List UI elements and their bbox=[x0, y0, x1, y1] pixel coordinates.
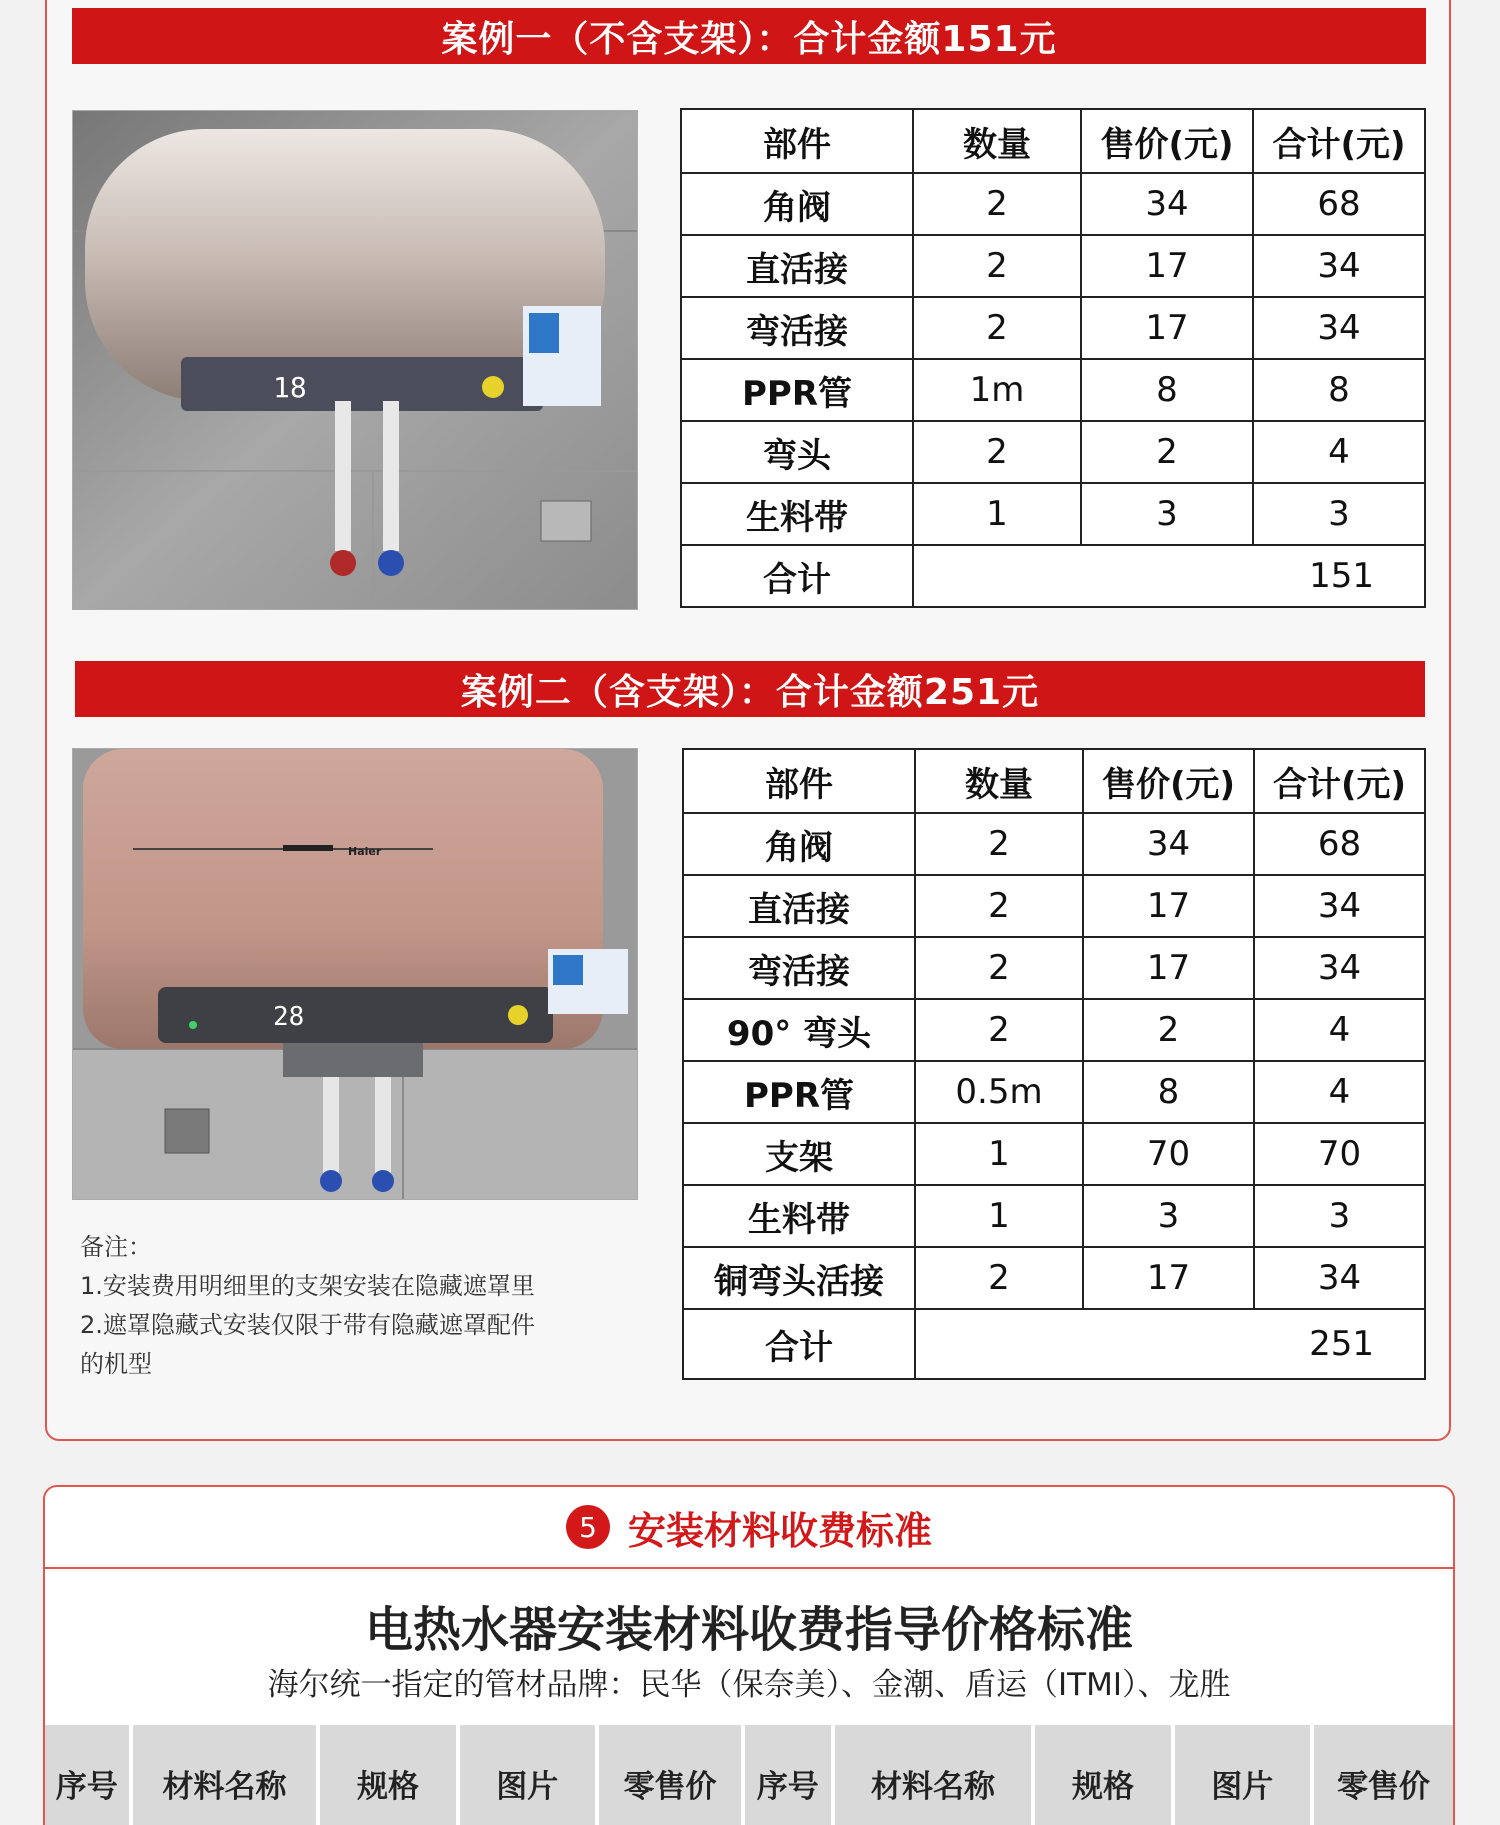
total-row bbox=[681, 545, 1425, 607]
part-price: 3 bbox=[1083, 1185, 1254, 1247]
header-part: 部件 bbox=[681, 109, 913, 173]
part-price: 70 bbox=[1083, 1123, 1254, 1185]
part-subtotal: 34 bbox=[1254, 937, 1425, 999]
total-value: 151 bbox=[913, 545, 1425, 607]
part-name: 支架 bbox=[683, 1123, 915, 1185]
part-subtotal: 8 bbox=[1253, 359, 1425, 421]
table-row bbox=[681, 235, 1425, 297]
part-subtotal: 34 bbox=[1253, 235, 1425, 297]
part-price: 17 bbox=[1081, 297, 1253, 359]
case2-water-heater-photo bbox=[72, 748, 638, 1200]
part-subtotal: 4 bbox=[1254, 999, 1425, 1061]
table-row bbox=[683, 1185, 1425, 1247]
header-qty: 数量 bbox=[915, 749, 1083, 813]
part-subtotal: 34 bbox=[1254, 875, 1425, 937]
part-price: 17 bbox=[1081, 235, 1253, 297]
part-subtotal: 70 bbox=[1254, 1123, 1425, 1185]
col-material-name: 材料名称 bbox=[133, 1725, 317, 1825]
table-row bbox=[683, 1247, 1425, 1309]
col-index: 序号 bbox=[45, 1725, 129, 1825]
table-row bbox=[681, 483, 1425, 545]
part-name: 弯活接 bbox=[683, 937, 915, 999]
col-retail-price: 零售价 bbox=[599, 1725, 741, 1825]
part-name: 直活接 bbox=[683, 875, 915, 937]
remarks bbox=[80, 1228, 640, 1384]
part-name: PPR管 bbox=[683, 1061, 915, 1123]
remarks-line: 1.安装费用明细里的支架安装在隐藏遮罩里 bbox=[80, 1272, 535, 1300]
col-material-name: 材料名称 bbox=[835, 1725, 1032, 1825]
section-number-badge: 5 bbox=[566, 1505, 610, 1549]
part-name: 铜弯头活接 bbox=[683, 1247, 915, 1309]
part-price: 8 bbox=[1081, 359, 1253, 421]
part-qty: 1 bbox=[915, 1123, 1083, 1185]
part-price: 8 bbox=[1083, 1061, 1254, 1123]
part-name: 生料带 bbox=[683, 1185, 915, 1247]
table-row bbox=[683, 999, 1425, 1061]
table-row bbox=[683, 937, 1425, 999]
part-name: PPR管 bbox=[681, 359, 913, 421]
header-qty: 数量 bbox=[913, 109, 1081, 173]
part-name: 角阀 bbox=[683, 813, 915, 875]
part-qty: 2 bbox=[915, 1247, 1083, 1309]
pipe-brands-subtitle: 海尔统一指定的管材品牌：民华（保奈美）、金潮、盾运（ITMI）、龙胜 bbox=[267, 1667, 1231, 1703]
col-picture: 图片 bbox=[1175, 1725, 1310, 1825]
table-row bbox=[681, 421, 1425, 483]
part-price: 2 bbox=[1081, 421, 1253, 483]
water-heater-illustration bbox=[73, 749, 638, 1200]
case1-parts-table bbox=[680, 108, 1426, 608]
heater1-display-text: 18 bbox=[273, 371, 307, 404]
heater2-display-text: 28 bbox=[273, 1002, 305, 1032]
part-subtotal: 68 bbox=[1254, 813, 1425, 875]
part-qty: 1 bbox=[915, 1185, 1083, 1247]
part-price: 17 bbox=[1083, 875, 1254, 937]
col-picture: 图片 bbox=[460, 1725, 595, 1825]
total-row bbox=[683, 1309, 1425, 1379]
case2-parts-table bbox=[682, 748, 1426, 1380]
part-subtotal: 4 bbox=[1254, 1061, 1425, 1123]
part-qty: 1 bbox=[913, 483, 1081, 545]
part-name: 角阀 bbox=[681, 173, 913, 235]
part-price: 34 bbox=[1081, 173, 1253, 235]
col-spec: 规格 bbox=[320, 1725, 455, 1825]
part-subtotal: 4 bbox=[1253, 421, 1425, 483]
header-price: 售价(元) bbox=[1081, 109, 1253, 173]
materials-fee-section bbox=[43, 1485, 1455, 1825]
table-row bbox=[681, 359, 1425, 421]
section-header bbox=[45, 1487, 1453, 1569]
total-label: 合计 bbox=[683, 1309, 915, 1379]
part-price: 34 bbox=[1083, 813, 1254, 875]
part-qty: 2 bbox=[915, 813, 1083, 875]
table-row bbox=[681, 297, 1425, 359]
part-qty: 2 bbox=[913, 235, 1081, 297]
part-qty: 2 bbox=[913, 297, 1081, 359]
remarks-line: 的机型 bbox=[80, 1350, 152, 1378]
price-standard-title: 电热水器安装材料收费指导价格标准 bbox=[364, 1602, 1133, 1658]
header-subtotal: 合计(元) bbox=[1254, 749, 1425, 813]
total-label: 合计 bbox=[681, 545, 913, 607]
part-price: 3 bbox=[1081, 483, 1253, 545]
materials-table-header bbox=[45, 1725, 1453, 1825]
table-row bbox=[683, 1123, 1425, 1185]
table-row bbox=[681, 173, 1425, 235]
case2-banner: 案例二（含支架）：合计金额251元 bbox=[75, 661, 1425, 717]
part-subtotal: 68 bbox=[1253, 173, 1425, 235]
remarks-line: 2.遮罩隐藏式安装仅限于带有隐藏遮罩配件 bbox=[80, 1311, 535, 1339]
part-subtotal: 3 bbox=[1254, 1185, 1425, 1247]
water-heater-illustration bbox=[73, 111, 638, 610]
part-price: 17 bbox=[1083, 937, 1254, 999]
section-title: 安装材料收费标准 bbox=[627, 1508, 932, 1553]
col-retail-price: 零售价 bbox=[1314, 1725, 1453, 1825]
total-value: 251 bbox=[915, 1309, 1425, 1379]
table-header-row bbox=[681, 109, 1425, 173]
part-qty: 2 bbox=[915, 937, 1083, 999]
part-qty: 1m bbox=[913, 359, 1081, 421]
table-row bbox=[683, 813, 1425, 875]
part-name: 90° 弯头 bbox=[683, 999, 915, 1061]
part-subtotal: 34 bbox=[1253, 297, 1425, 359]
col-spec: 规格 bbox=[1035, 1725, 1170, 1825]
case1-banner: 案例一（不含支架）：合计金额151元 bbox=[72, 8, 1426, 64]
part-qty: 2 bbox=[915, 875, 1083, 937]
part-name: 生料带 bbox=[681, 483, 913, 545]
part-qty: 0.5m bbox=[915, 1061, 1083, 1123]
part-price: 17 bbox=[1083, 1247, 1254, 1309]
part-qty: 2 bbox=[913, 173, 1081, 235]
header-part: 部件 bbox=[683, 749, 915, 813]
header-subtotal: 合计(元) bbox=[1253, 109, 1425, 173]
part-subtotal: 3 bbox=[1253, 483, 1425, 545]
remarks-title: 备注： bbox=[80, 1233, 152, 1261]
col-index: 序号 bbox=[745, 1725, 831, 1825]
part-subtotal: 34 bbox=[1254, 1247, 1425, 1309]
part-qty: 2 bbox=[913, 421, 1081, 483]
part-qty: 2 bbox=[915, 999, 1083, 1061]
part-name: 直活接 bbox=[681, 235, 913, 297]
part-name: 弯活接 bbox=[681, 297, 913, 359]
table-row bbox=[683, 1061, 1425, 1123]
heater2-brand-text: Haier bbox=[348, 845, 382, 858]
part-price: 2 bbox=[1083, 999, 1254, 1061]
case1-water-heater-photo bbox=[72, 110, 638, 610]
table-row bbox=[683, 875, 1425, 937]
header-price: 售价(元) bbox=[1083, 749, 1254, 813]
part-name: 弯头 bbox=[681, 421, 913, 483]
table-header-row bbox=[683, 749, 1425, 813]
